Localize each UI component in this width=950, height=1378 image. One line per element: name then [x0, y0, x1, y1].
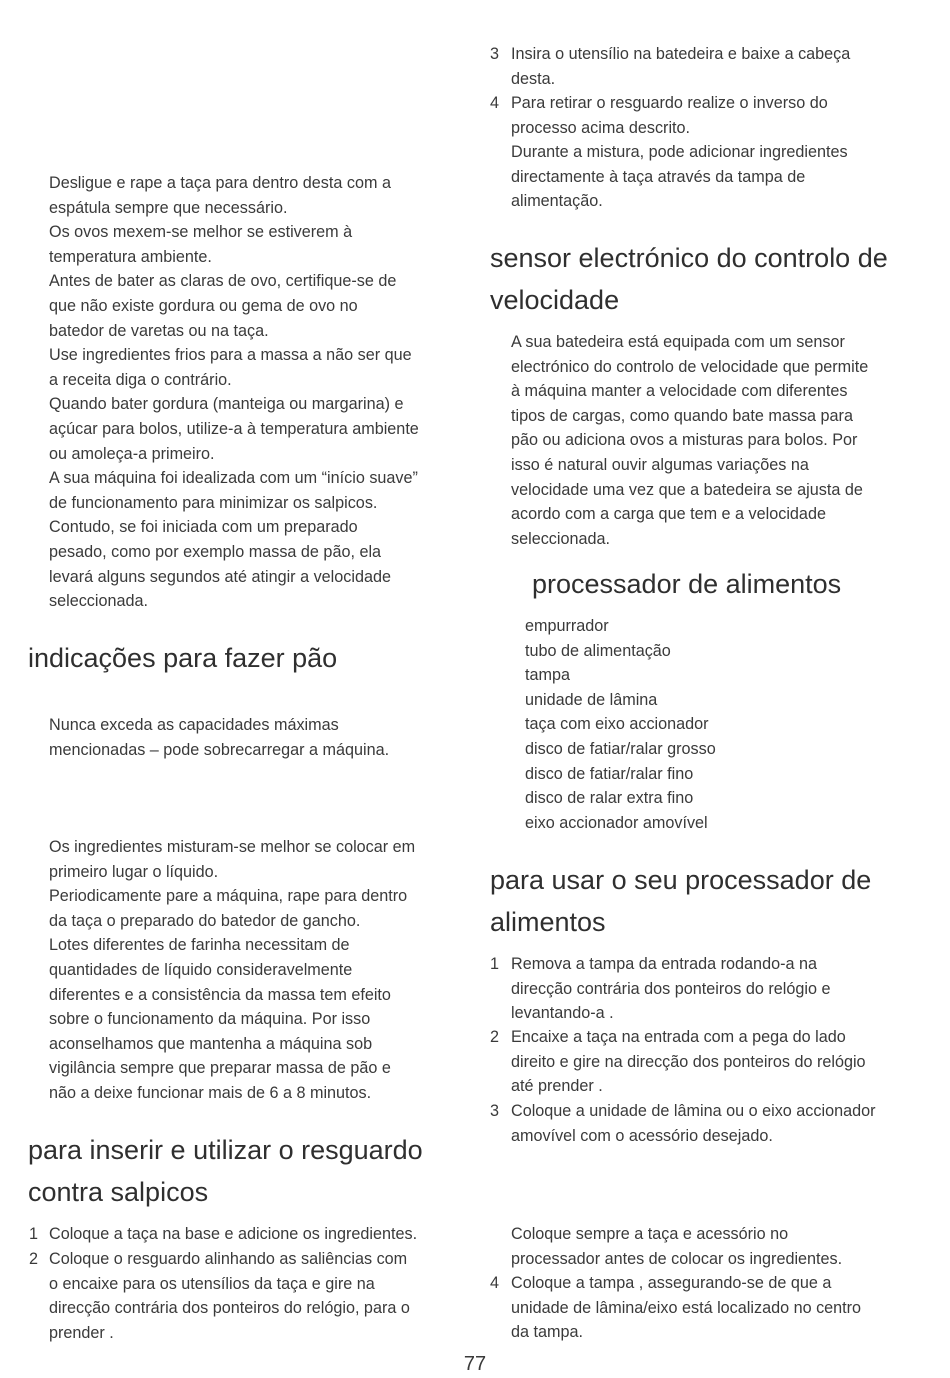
list-item: eixo accionador amovível — [525, 813, 708, 832]
use-processor-heading: para usar o seu processador de alimentos — [490, 865, 872, 937]
use-note: Coloque sempre a taça e acessório no processador antes de colocar os ingredientes. — [511, 1225, 843, 1268]
splash-guard-heading: para inserir e utilizar o resguardo contra salpicos — [28, 1135, 423, 1207]
use-step-1: Remova a tampa da entrada rodando-a na direcção contrária dos ponteiros do relógio e levantando-a . — [511, 955, 831, 1023]
list-item: tampa — [525, 666, 570, 685]
splash-step-3: Insira o utensílio na batedeira e baixe a cabeça desta. — [511, 45, 851, 88]
use-step-4: Coloque a tampa , assegurando-se de que a unidade de lâmina/eixo está localizado no centro da tampa. — [511, 1274, 862, 1342]
mixing-tips-paragraph: Desligue e rape a taça para dentro desta com a espátula sempre que necessário. Os ovos mexem-se melhor se estiverem à temperatura ambiente. Antes de bater as claras de ovo, certifique-se de que não existe gordura ou gema de ovo no batedor de varetas ou na taça. Use ingredientes frios para a massa a não ser que a receita diga o contrário. Quando bater gordura (manteiga ou margarina) e açúcar para bolos, utilize-a à temperatura ambiente ou amoleça-a primeiro. A sua máquina foi idealizada com um “início suave” de funcionamento para minimizar os salpicos. Contudo, se foi iniciada com um preparado pesado, como por exemplo massa de pão, ela levará alguns segundos até atingir a velocidade seleccionada. — [49, 174, 419, 611]
list-item: disco de fatiar/ralar grosso — [525, 739, 716, 758]
list-item: unidade de lâmina — [525, 690, 658, 709]
step-number: 4 — [490, 1274, 500, 1292]
step-number: 1 — [490, 955, 500, 973]
step-number: 4 — [490, 94, 500, 112]
page-number: 77 — [463, 1353, 487, 1375]
bread-tips-paragraph: Os ingredientes misturam-se melhor se colocar em primeiro lugar o líquido. Periodicamente pare a máquina, rape para dentro da taça o preparado do batedor de gancho. Lotes diferentes de farinha necessitam de quantidades de líquido consideravelmente diferentes e a consistência da massa tem efeito sobre o funcionamento da máquina. Por isso aconselhamos que mantenha a máquina sob vigilância sempre que preparar massa de pão e não a deixe funcionar mais de 6 a 8 minutos. — [49, 838, 416, 1102]
step-number: 1 — [29, 1225, 39, 1243]
speed-sensor-paragraph: A sua batedeira está equipada com um sensor electrónico do controlo de velocidade que permite à máquina manter a velocidade com diferentes tipos de cargas, como quando bate massa para pão ou adiciona ovos a misturas para bolos. Por isso é natural ouvir algumas variações na velocidade uma vez que a batedeira se ajusta de acordo com a carga que tem e a velocidade seleccionada. — [511, 333, 869, 548]
list-item: taça com eixo accionador — [525, 715, 709, 734]
list-item: tubo de alimentação — [525, 641, 671, 660]
step-number: 3 — [490, 45, 500, 63]
bread-warning: Nunca exceda as capacidades máximas mencionadas – pode sobrecarregar a máquina. — [49, 716, 390, 759]
list-item: disco de ralar extra fino — [525, 789, 694, 808]
food-processor-heading: processador de alimentos — [532, 569, 842, 599]
speed-sensor-heading: sensor electrónico do controlo de velocidade — [490, 243, 888, 315]
step-number: 2 — [490, 1028, 500, 1046]
bread-heading: indicações para fazer pão — [28, 643, 338, 673]
splash-step-4: Para retirar o resguardo realize o inverso do processo acima descrito. Durante a mistura, pode adicionar ingredientes directamente à taça através da tampa de alimentação. — [511, 94, 848, 211]
food-processor-parts-list — [525, 614, 716, 835]
list-item: disco de fatiar/ralar fino — [525, 764, 694, 783]
step-number: 3 — [490, 1102, 500, 1120]
splash-step-1: Coloque a taça na base e adicione os ingredientes. — [49, 1225, 418, 1243]
splash-step-2: Coloque o resguardo alinhando as saliências com o encaixe para os utensílios da taça e gire na direcção contrária dos ponteiros do relógio, para o prender . — [49, 1250, 410, 1342]
list-item: empurrador — [525, 617, 609, 635]
use-step-2: Encaixe a taça na entrada com a pega do lado direito e gire na direcção dos ponteiros do relógio até prender . — [511, 1028, 866, 1096]
step-number: 2 — [29, 1250, 39, 1268]
use-step-3: Coloque a unidade de lâmina ou o eixo accionador amovível com o acessório desejado. — [511, 1102, 876, 1145]
